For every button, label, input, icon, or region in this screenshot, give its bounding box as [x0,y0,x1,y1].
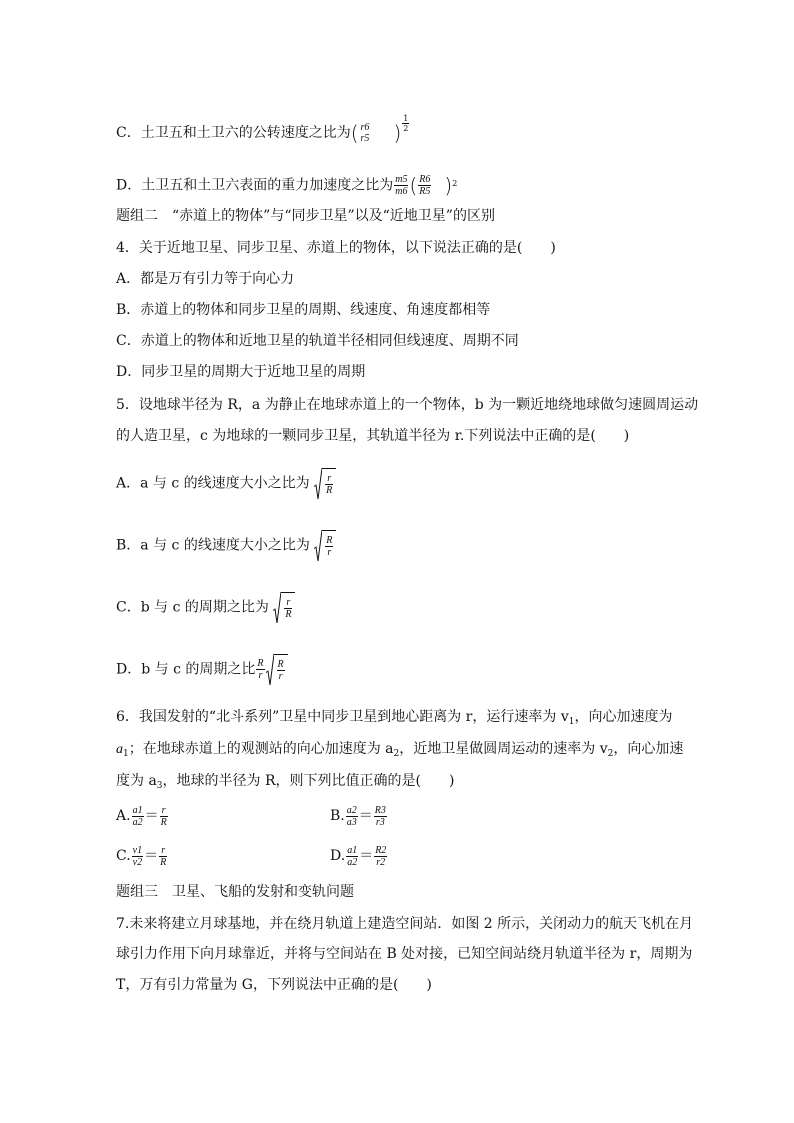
q4-option-c: C．赤道上的物体和近地卫星的轨道半径相同但线速度、周期不同 [116,333,519,349]
q6-line-2: $a_1$；在地球赤道上的观测站的向心加速度为 $a_2$，近地卫星做圆周运动的速率为 $v_2$，向心加速 [116,741,684,759]
sqrt: $\frac{r}{R}$ [273,592,295,623]
paren-left: ( [350,121,359,145]
exponent: 2 [452,178,458,188]
q7-line-2: 球引力作用下向月球靠近，并将与空间站在 B 处对接，已知空间站绕月轨道半径为 r，周期为 [116,946,693,962]
q6-option-b: B. $\frac{a2}{a3}$ ＝ $\frac{R3}{r3}$ [330,804,386,828]
q5-option-a [116,468,336,499]
q5-option-b [116,530,336,561]
sqrt: $\frac{R}{r}$ [314,530,336,561]
sqrt: $\frac{r}{R}$ [314,468,336,499]
fraction: r6 r5 [360,122,370,144]
q3-option-d [116,174,457,197]
fraction: $\frac{m5}{m6}$ [395,174,408,197]
q5-option-d-text: D．b 与 c 的周期之比 [116,661,256,678]
q5-line-2: 的人造卫星，c 为地球的一颗同步卫星，其轨道半径为 r.下列说法中正确的是( ) [116,428,630,444]
paren-left: ( [409,173,418,198]
q5-option-b-text: B．a 与 c 的线速度大小之比为 [116,537,310,554]
q4-option-b: B．赤道上的物体和同步卫星的周期、线速度、角速度都相等 [116,302,491,318]
q4-option-a: A．都是万有引力等于向心力 [116,271,295,287]
q6-line-1: 6．我国发射的“北斗系列”卫星中同步卫星到地心距离为 r，运行速率为 $v_1$，向心加速度为 [116,709,673,727]
q4-option-d: D．同步卫星的周期大于近地卫星的周期 [116,364,366,380]
fraction: $\frac{R6}{R5}$ [419,174,431,197]
exponent-fraction: $\frac{1}{2}$ [403,113,409,133]
fraction: $\frac{R}{r}$ [257,658,264,681]
q5-option-c [116,592,295,623]
q5-option-d [116,654,288,685]
q7-line-1: 7.未来将建立月球基地，并在绕月轨道上建造空间站．如图 2 所示，关闭动力的航天飞机在月 [116,916,694,932]
q6-option-c: C. $\frac{v1}{v2}$ ＝ $\frac{r}{R}$ [116,844,167,868]
paren-right: ) [444,173,453,198]
sqrt: $\frac{R}{r}$ [266,654,288,685]
q6-option-d: D. $\frac{a1}{a2}$ ＝ $\frac{R2}{r2}$ [330,844,387,868]
paren-right: ) [393,121,402,145]
q5-option-c-text: C．b 与 c 的周期之比为 [116,599,269,616]
q3-option-c-text: C．土卫五和土卫六的公转速度之比为 [116,125,351,141]
q7-line-3: T，万有引力常量为 G，下列说法中正确的是( ) [116,977,432,993]
group3-title: 题组三 卫星、飞船的发射和变轨问题 [116,884,354,900]
group2-title: 题组二 “赤道上的物体”与“同步卫星”以及“近地卫星”的区别 [116,208,495,224]
q4-stem: 4．关于近地卫星、同步卫星、赤道上的物体，以下说法正确的是( ) [116,240,556,256]
q6-option-a: A. $\frac{a1}{a2}$ ＝ $\frac{r}{R}$ [116,804,167,828]
q5-option-a-text: A．a 与 c 的线速度大小之比为 [116,475,310,492]
q5-line-1: 5．设地球半径为 R，a 为静止在地球赤道上的一个物体，b 为一颗近地绕地球做匀速圆周运动 [116,397,699,413]
q6-line-3: 度为 $a_3$，地球的半径为 R，则下列比值正确的是( ) [116,773,455,791]
q3-option-c [116,113,410,145]
q3-option-d-text: D．土卫五和土卫六表面的重力加速度之比为 [116,177,394,194]
